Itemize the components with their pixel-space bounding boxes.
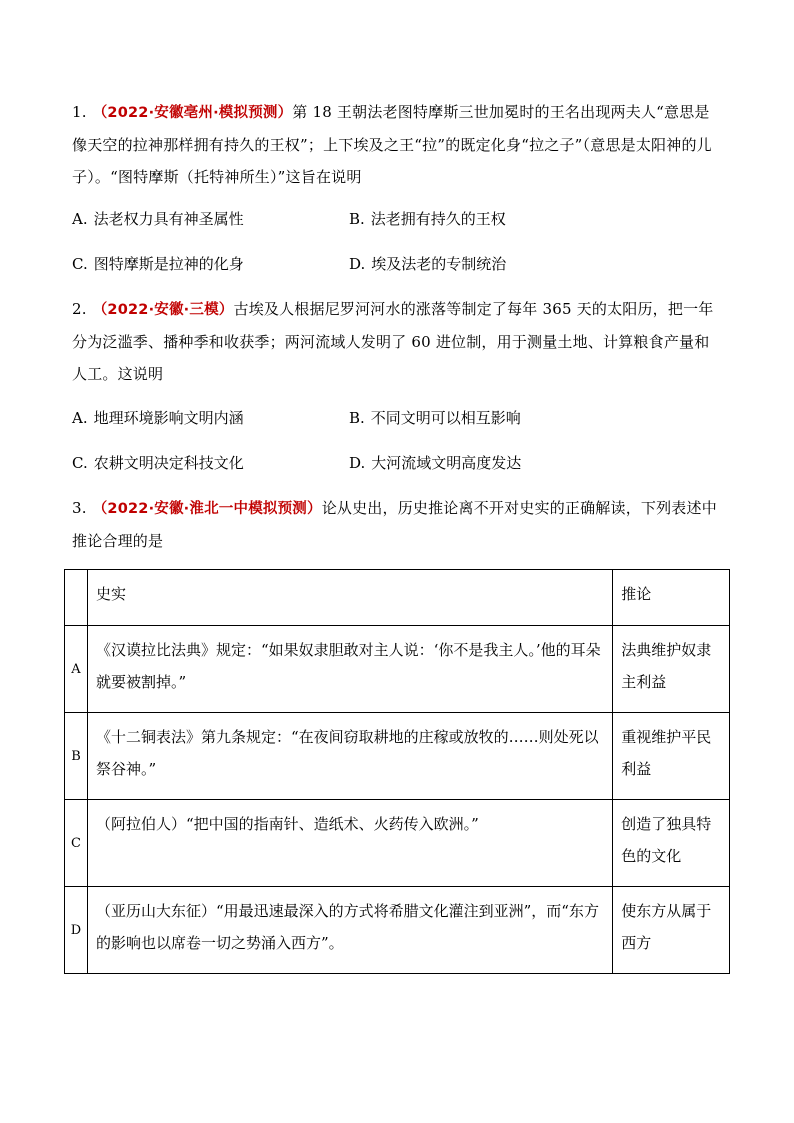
- question-3: [72, 492, 724, 557]
- table-row: [65, 887, 730, 974]
- question-source: （2022·安徽亳州·模拟预测）: [92, 105, 293, 121]
- history-table: [64, 569, 730, 974]
- row-inference: 使东方从属于西方: [613, 887, 730, 974]
- option-d[interactable]: D. 大河流域文明高度发达: [349, 454, 522, 472]
- question-2-options: [72, 396, 724, 486]
- question-source: （2022·安徽·淮北一中模拟预测）: [92, 501, 322, 517]
- table-header-inference: 推论: [613, 570, 730, 626]
- row-letter: A: [65, 626, 88, 713]
- question-number: 1.: [72, 103, 87, 121]
- option-b[interactable]: B. 不同文明可以相互影响: [349, 409, 521, 427]
- question-stem: 古埃及人根据尼罗河河水的涨落等制定了每年 365 天的太阳历，把一年分为泛滥季、播种季和收获季；两河流域人发明了 60 进位制，用于测量土地、计算粮食产量和人工。这说明: [72, 300, 714, 383]
- table-header-row: [65, 570, 730, 626]
- option-d[interactable]: D. 埃及法老的专制统治: [349, 255, 507, 273]
- question-2: [72, 293, 724, 390]
- question-stem: 第 18 王朝法老图特摩斯三世加冕时的王名出现两夫人“意思是像天空的拉神那样拥有持久的王权”；上下埃及之王“拉”的既定化身“拉之子”（意思是太阳神的儿子）。“图特摩斯（托特神所生）”这旨在说明: [72, 103, 712, 186]
- question-number: 2.: [72, 300, 87, 318]
- table-row: [65, 626, 730, 713]
- row-inference: 重视维护平民利益: [613, 713, 730, 800]
- question-stem: 论从史出，历史推论离不开对史实的正确解读，下列表述中推论合理的是: [72, 499, 717, 550]
- question-source: （2022·安徽·三模）: [92, 302, 234, 318]
- table-row: [65, 800, 730, 887]
- row-fact: （阿拉伯人）“把中国的指南针、造纸术、火药传入欧洲。”: [87, 800, 612, 887]
- question-number: 3.: [72, 499, 87, 517]
- row-fact: 《汉谟拉比法典》规定：“如果奴隶胆敢对主人说：‘你不是我主人。’他的耳朵就要被割掉。”: [87, 626, 612, 713]
- row-fact: （亚历山大东征）“用最迅速最深入的方式将希腊文化灌注到亚洲”，而“东方的影响也以席卷一切之势涌入西方”。: [87, 887, 612, 974]
- option-c[interactable]: C. 图特摩斯是拉神的化身: [72, 255, 244, 273]
- question-1: [72, 96, 724, 193]
- row-letter: C: [65, 800, 88, 887]
- row-letter: D: [65, 887, 88, 974]
- option-a[interactable]: A. 地理环境影响文明内涵: [72, 409, 244, 427]
- row-inference: 创造了独具特色的文化: [613, 800, 730, 887]
- row-fact: 《十二铜表法》第九条规定：“在夜间窃取耕地的庄稼或放牧的……则处死以祭谷神。”: [87, 713, 612, 800]
- question-1-options: [72, 197, 724, 287]
- row-inference: 法典维护奴隶主利益: [613, 626, 730, 713]
- table-row: [65, 713, 730, 800]
- option-a[interactable]: A. 法老权力具有神圣属性: [72, 210, 244, 228]
- option-c[interactable]: C. 农耕文明决定科技文化: [72, 454, 244, 472]
- table-header-letter: [65, 570, 88, 626]
- table-header-fact: 史实: [87, 570, 612, 626]
- row-letter: B: [65, 713, 88, 800]
- option-b[interactable]: B. 法老拥有持久的王权: [349, 210, 506, 228]
